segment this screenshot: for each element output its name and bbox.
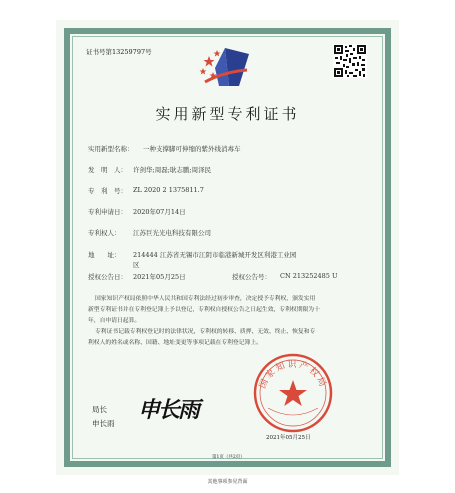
footer-note: 其他事项参见背面 — [207, 479, 248, 485]
filing-date-label: 专利申请日： — [88, 208, 127, 216]
cnipa-logo-icon — [195, 42, 257, 92]
address-value-line2: 区 — [133, 261, 140, 269]
page-indicator: 第1页（共2页） — [212, 455, 245, 460]
grant-number-value: CN 213252485 U — [280, 272, 338, 280]
director-name: 申长雨 — [92, 419, 115, 428]
patentee-label: 专利权人： — [88, 229, 121, 237]
paragraph-1-line-3: 年，自申请日起算。 — [88, 318, 141, 324]
address-label: 地 址： — [88, 251, 121, 259]
filing-date-value: 2020年07月14日 — [133, 208, 186, 216]
paragraph-2-line-1: 专利证书记载专利权登记时的法律状况，专利权的转移、质押、无效、终止、恢复和专 — [95, 329, 316, 335]
name-value: 一种支撑脚可伸缩的紫外线消毒车 — [143, 145, 241, 153]
seal-date: 2021年05月25日 — [266, 435, 311, 441]
director-title: 局长 — [92, 405, 107, 414]
certificate-number: 证书号第13259797号 — [86, 48, 152, 56]
inventor-label: 发 明 人： — [88, 166, 127, 174]
official-seal-icon — [252, 352, 334, 434]
patent-number-value: ZL 2020 2 1375811.7 — [133, 186, 204, 194]
grant-date-label: 授权公告日： — [88, 273, 127, 281]
address-value-line1: 214444 江苏省无锡市江阴市临港新城开发区利港工业园 — [133, 251, 297, 259]
certificate-inner-border — [72, 36, 383, 459]
paragraph-1-line-1: 国家知识产权局依照中华人民共和国专利法经过初步审查，决定授予专利权，颁发实用 — [95, 296, 316, 302]
patent-number-label: 专 利 号： — [88, 187, 127, 195]
certificate-title: 实用新型专利证书 — [155, 105, 300, 123]
grant-date-value: 2021年05月25日 — [133, 273, 186, 281]
qr-code-icon — [333, 44, 367, 78]
name-label: 实用新型名称： — [88, 145, 134, 153]
seal-text: 国家知识产权局 — [257, 360, 329, 391]
grant-number-label: 授权公告号： — [232, 273, 271, 281]
paragraph-1-line-2: 新型专利证书并在专利登记簿上予以登记，专利权自授权公告之日起生效，专利权期限为十 — [88, 307, 320, 313]
patentee-value: 江苏巨光光电科技有限公司 — [133, 229, 211, 237]
inventor-value: 许剑华;周磊;耿志鹏;周泽民 — [133, 166, 212, 174]
director-signature: 申长雨 — [138, 397, 199, 423]
paragraph-2-line-2: 利权人的姓名或名称、国籍、地址变更等事项记载在专利登记簿上。 — [88, 340, 262, 346]
